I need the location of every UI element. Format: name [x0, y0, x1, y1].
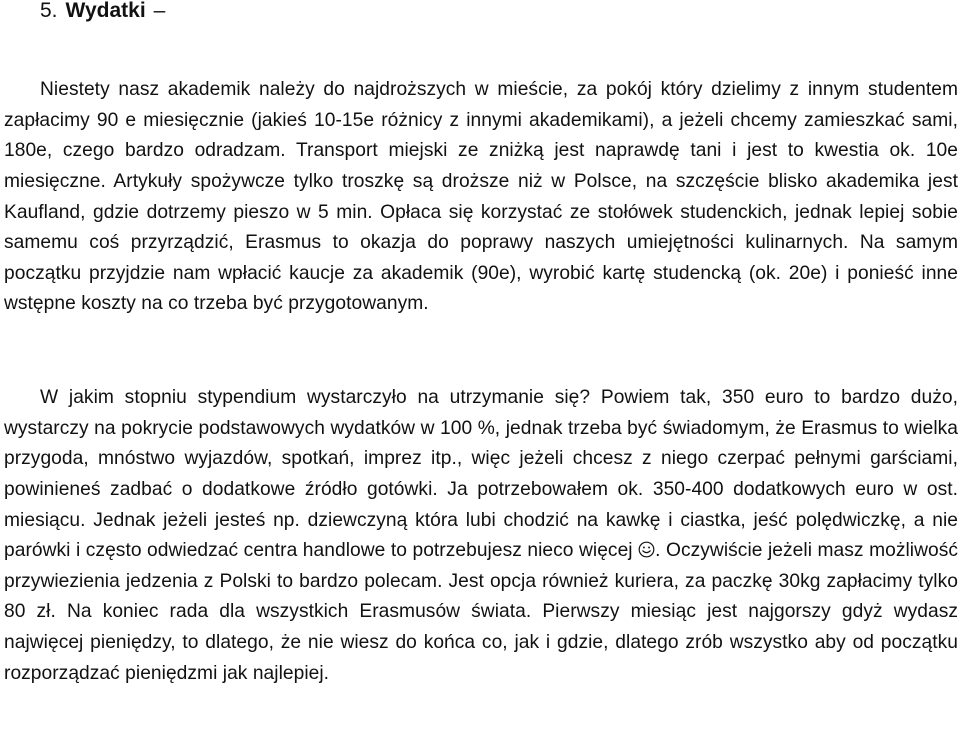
paragraph-scholarship-text-2: . Oczywiście jeżeli masz możliwość przywiezienia jedzenia z Polski to bardzo polecam. Jest opcja również kuriera, za paczkę 30kg zapłacimy tylko 80 zł. Na koniec rada dla wszystkich Erasmusów świata. Pierwszy miesiąc jest najgorszy gdyż wydasz najwięcej pieniędzy, to dlatego, że nie wiesz do końca co, jak i gdzie, dlatego zrób wszystko aby od początku rozporządzać pieniędzmi jak najlepiej. — [4, 540, 959, 684]
section-title-dash: – — [153, 0, 166, 22]
paragraph-scholarship — [4, 383, 958, 689]
paragraph-costs-text: Niestety nasz akademik należy do najdroższych w mieście, za pokój który dzielimy z innym studentem zapłacimy 90 e miesięcznie (jakieś 10-15e różnicy z innymi akademikami), a jeżeli chcemy zamieszkać sami, 180e, czego bardzo odradzam. Transport miejski ze zniżką jest naprawdę tani i jest to kwestia ok. 10e miesięczne. Artykuły spożywcze tylko troszkę są droższe niż w Polsce, na szczęście blisko akademika jest Kaufland, gdzie dotrzemy pieszo w 5 min. Opłaca się korzystać ze stołówek studenckich, jednak lepiej sobie samemu coś przyrządzić, Erasmus to okazja do poprawy naszych umiejętności kulinarnych. Na samym początku przyjdzie nam wpłacić kaucje za akademik (90e), wyrobić kartę studencką (ok. 20e) i ponieść inne wstępne koszty na co trzeba być przygotowanym. — [4, 79, 958, 315]
paragraph-scholarship-text-1: W jakim stopniu stypendium wystarczyło na utrzymanie się? Powiem tak, 350 euro to bardzo dużo, wystarczy na pokrycie podstawowych wydatków w 100 %, jednak trzeba być świadomym, że Erasmus to wielka przygoda, mnóstwo wyjazdów, spotkań, imprez itp., więc jeżeli chcesz z niego czerpać pełnymi garściami, powinieneś zadbać o dodatkowe źródło gotówki. Ja potrzebowałem ok. 350-400 dodatkowych euro w ost. miesiącu. Jednak jeżeli jesteś np. dziewczyną która lubi chodzić na kawkę i ciastka, jeść polędwiczkę, a nie parówki i często odwiedzać centra handlowe to potrzebujesz nieco więcej — [4, 387, 958, 562]
section-heading — [40, 0, 165, 28]
smiley-face-icon — [638, 541, 655, 558]
section-title: Wydatki — [65, 0, 146, 22]
paragraph-costs — [4, 75, 958, 320]
section-number: 5. — [40, 0, 58, 22]
